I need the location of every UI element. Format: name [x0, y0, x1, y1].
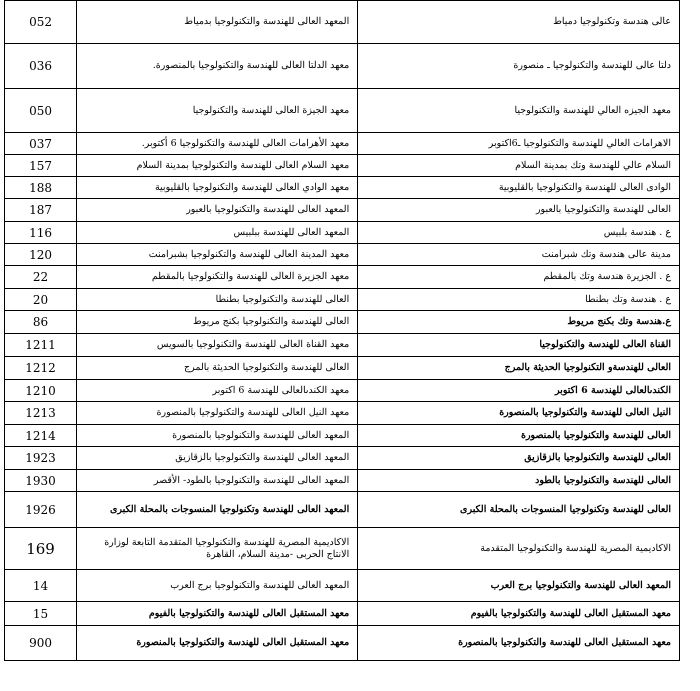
institute-short-name: العالى للهندسة والتكنولوجيا بالعبور	[358, 199, 680, 222]
institute-short-name: العالى للهندسة والتكنولوجيا بالمنصورة	[358, 425, 680, 447]
institute-full-name: العالى للهندسة والتكنولوجيا بطنطا	[77, 289, 358, 311]
institute-full-name: الاكاديمية المصرية للهندسة والتكنولوجيا المتقدمة التابعة لوزارة الانتاج الحربى -مدينة السلام، القاهرة	[77, 528, 358, 570]
institute-full-name: العالى للهندسة والتكنولوجيا الحديثة بالمرج	[77, 357, 358, 380]
institute-code: 1212	[5, 357, 77, 380]
institute-full-name: المعهد العالى للهندسة والتكنولوجيا بدمياط	[77, 1, 358, 44]
institute-short-name: الكندىالعالى للهندسة 6 اكتوبر	[358, 380, 680, 402]
table-row	[5, 155, 680, 177]
institute-code: 1211	[5, 334, 77, 357]
institute-code: 1210	[5, 380, 77, 402]
institute-code: 1926	[5, 492, 77, 528]
institutes-table-page	[4, 0, 680, 661]
institute-full-name: المعهد العالى للهندسة والتكنولوجيا برج العرب	[77, 570, 358, 602]
institute-full-name: المعهد العالى للهندسة والتكنولوجيا بالعبور	[77, 199, 358, 222]
institute-short-name: ع.هندسة وتك بكنج مريوط	[358, 311, 680, 334]
table-row	[5, 222, 680, 244]
institute-full-name: معهد المستقبل العالى للهندسة والتكنولوجيا بالفيوم	[77, 602, 358, 626]
institute-code: 900	[5, 626, 77, 661]
institute-code: 169	[5, 528, 77, 570]
institute-code: 188	[5, 177, 77, 199]
institute-full-name: العالى للهندسة والتكنولوجيا بكنج مريوط	[77, 311, 358, 334]
table-row	[5, 602, 680, 626]
institute-full-name: معهد القناة العالى للهندسة والتكنولوجيا بالسويس	[77, 334, 358, 357]
institute-full-name: معهد الوادي العالى للهندسة والتكنولوجيا بالقليوبية	[77, 177, 358, 199]
institute-short-name: معهد الجيزه العالي للهندسة والتكنولوجيا	[358, 89, 680, 133]
table-row	[5, 311, 680, 334]
institute-short-name: معهد المستقبل العالى للهندسة والتكنولوجيا بالمنصورة	[358, 626, 680, 661]
institute-full-name: معهد الجيزة العالى للهندسة والتكنولوجيا	[77, 89, 358, 133]
institute-full-name: المعهد العالى للهندسة ببلبيس	[77, 222, 358, 244]
institute-short-name: العالى للهندسة وتكنولوجيا المنسوجات بالمحلة الكبرى	[358, 492, 680, 528]
table-row	[5, 425, 680, 447]
institute-short-name: ع . هندسة بلبيس	[358, 222, 680, 244]
table-row	[5, 570, 680, 602]
institute-short-name: النيل العالى للهندسة والتكنولوجيا بالمنصورة	[358, 402, 680, 425]
institute-short-name: العالى للهندسة والتكنولوجيا بالطود	[358, 470, 680, 492]
institute-code: 037	[5, 133, 77, 155]
table-row	[5, 89, 680, 133]
institute-full-name: معهد المدينة العالى للهندسة والتكنولوجيا بشبرامنت	[77, 244, 358, 266]
institute-full-name: معهد السلام العالى للهندسة والتكنولوجيا بمدينة السلام	[77, 155, 358, 177]
institute-short-name: السلام عالي للهندسة وتك بمدينة السلام	[358, 155, 680, 177]
table-row	[5, 470, 680, 492]
table-row	[5, 334, 680, 357]
institute-full-name: المعهد العالى للهندسة والتكنولوجيا بالطود- الأقصر	[77, 470, 358, 492]
institute-code: 157	[5, 155, 77, 177]
institute-code: 15	[5, 602, 77, 626]
table-row	[5, 492, 680, 528]
table-row	[5, 177, 680, 199]
institute-short-name: مدينة عالى هندسة وتك شبرامنت	[358, 244, 680, 266]
institute-short-name: القناة العالى للهندسة والتكنولوجيا	[358, 334, 680, 357]
table-row	[5, 289, 680, 311]
institute-code: 036	[5, 44, 77, 89]
institute-code: 116	[5, 222, 77, 244]
institute-code: 187	[5, 199, 77, 222]
institute-code: 1214	[5, 425, 77, 447]
institute-short-name: ع . الجزيرة هندسة وتك بالمقطم	[358, 266, 680, 289]
institute-code: 20	[5, 289, 77, 311]
institute-full-name: المعهد العالى للهندسة والتكنولوجيا بالزقازيق	[77, 447, 358, 470]
institute-full-name: معهد المستقبل العالى للهندسة والتكنولوجيا بالمنصورة	[77, 626, 358, 661]
institute-code: 22	[5, 266, 77, 289]
institute-short-name: الوادى العالى للهندسة والتكنولوجيا بالقليوبية	[358, 177, 680, 199]
institute-short-name: معهد المستقبل العالى للهندسة والتكنولوجيا بالفيوم	[358, 602, 680, 626]
institutes-table	[4, 0, 680, 661]
institute-full-name: معهد الدلتا العالى للهندسة والتكنولوجيا بالمنصورة.	[77, 44, 358, 89]
institute-code: 1213	[5, 402, 77, 425]
institute-short-name: الاهرامات العالي للهندسة والتكنولوجيا ـ6اكتوبر	[358, 133, 680, 155]
institute-full-name: معهد الأهرامات العالى للهندسة والتكنولوجيا 6 أكتوبر.	[77, 133, 358, 155]
table-row	[5, 266, 680, 289]
institute-short-name: دلتا عالى للهندسة والتكنولوجيا ـ منصورة	[358, 44, 680, 89]
table-row	[5, 447, 680, 470]
institute-short-name: المعهد العالى للهندسة والتكنولوجيا برج العرب	[358, 570, 680, 602]
table-row	[5, 528, 680, 570]
table-row	[5, 244, 680, 266]
institute-code: 120	[5, 244, 77, 266]
institute-full-name: معهد الجزيرة العالى للهندسة والتكنولوجيا بالمقطم	[77, 266, 358, 289]
institute-short-name: العالى للهندسة والتكنولوجيا بالزقازيق	[358, 447, 680, 470]
institute-code: 1930	[5, 470, 77, 492]
table-row	[5, 402, 680, 425]
table-row	[5, 133, 680, 155]
table-row	[5, 199, 680, 222]
table-row	[5, 357, 680, 380]
institute-short-name: العالى للهندسةو التكنولوجيا الحديثة بالمرج	[358, 357, 680, 380]
institute-full-name: المعهد العالى للهندسة وتكنولوجيا المنسوجات بالمحلة الكبرى	[77, 492, 358, 528]
institute-code: 86	[5, 311, 77, 334]
institute-short-name: عالى هندسة وتكنولوجيا دمياط	[358, 1, 680, 44]
institutes-table-body	[5, 1, 680, 661]
institute-code: 14	[5, 570, 77, 602]
institute-code: 1923	[5, 447, 77, 470]
institute-full-name: المعهد العالى للهندسة والتكنولوجيا بالمنصورة	[77, 425, 358, 447]
institute-full-name: معهد الكندىالعالى للهندسة 6 اكتوبر	[77, 380, 358, 402]
table-row	[5, 44, 680, 89]
table-row	[5, 380, 680, 402]
institute-short-name: الاكاديمية المصرية للهندسة والتكنولوجيا المتقدمة	[358, 528, 680, 570]
institute-short-name: ع . هندسة وتك بطنطا	[358, 289, 680, 311]
institute-code: 050	[5, 89, 77, 133]
table-row	[5, 1, 680, 44]
institute-code: 052	[5, 1, 77, 44]
table-row	[5, 626, 680, 661]
institute-full-name: معهد النيل العالى للهندسة والتكنولوجيا بالمنصورة	[77, 402, 358, 425]
